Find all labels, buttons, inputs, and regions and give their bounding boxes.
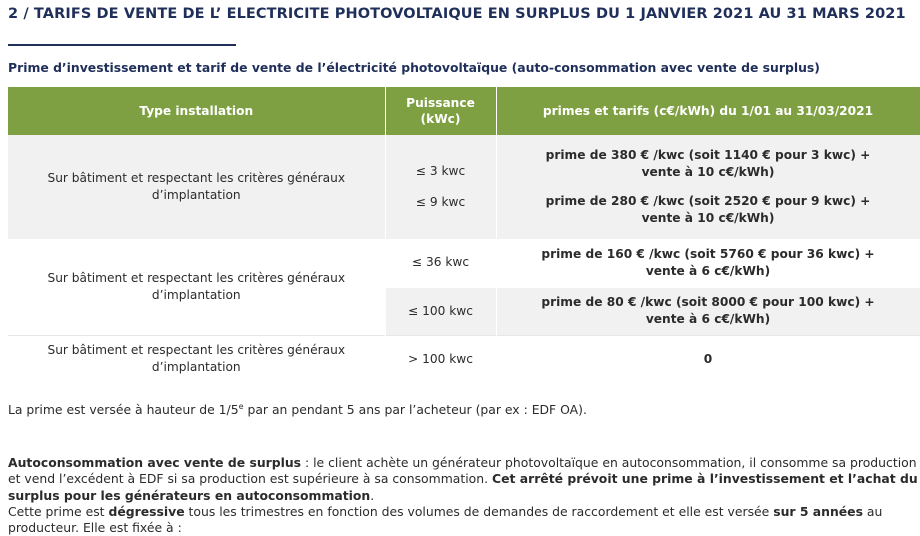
paragraph-line-2 [8,504,920,536]
para-text-1: : le client achète un générateur photovoltaïque en autoconsommation, il consomme sa production et vend l’excédent à EDF si sa production est supérieure à sa consommation. [8,455,917,487]
row1-tariff-a-line1: prime de 380 € /kwc (soit 1140 € pour 3 kwc) + [545,148,871,162]
section-title: 2 / TARIFS DE VENTE DE L’ ELECTRICITE PHOTOVOLTAIQUE EN SURPLUS DU 1 JANVIER 2021 AU 31 MARS 2021 [8,6,906,22]
row2-tariff-b-line2: vente à 6 c€/kWh) [645,312,771,326]
row2-power-a: ≤ 36 kwc [385,239,496,287]
para-bold-autoconsommation: Autoconsommation avec vente de surplus [8,455,302,470]
header-puissance-line1: Puissance [406,96,475,110]
row2-tariff-a-line2: vente à 6 c€/kWh) [645,263,771,278]
row1-tariff-b-line1: prime de 280 € /kwc (soit 2520 € pour 9 kwc) + [545,194,871,208]
note-superscript: e [238,402,244,411]
row1-tariff-a-line2: vente à 10 c€/kWh) [641,165,775,179]
header-puissance-line2: (kWc) [420,112,461,126]
para-text-4: tous les trimestres en fonction des volumes de demandes de raccordement et elle est versée [184,503,774,519]
row2-tariff-a-line1: prime de 160 € /kwc (soit 5760 € pour 36 kwc) + [541,246,875,261]
note-text-after: par an pendant 5 ans par l’acheteur (par ex : EDF OA). [243,402,587,418]
para-text-2: . [370,487,375,503]
row3-type: Sur bâtiment et respectant les critères généraux d’implantation [8,335,385,383]
row3-tariff: 0 [496,335,920,383]
table-row [8,335,920,383]
tariff-table [8,87,920,383]
row1-tariff [496,135,920,239]
para-bold-5-annees: sur 5 années [773,503,863,519]
header-type-installation: Type installation [8,87,385,135]
para-bold-degressive: dégressive [108,503,185,519]
note-text-before: La prime est versée à hauteur de 1/5 [8,402,239,418]
title-underline [8,44,236,46]
row3-power: > 100 kwc [385,335,496,383]
para-text-3: Cette prime est [8,503,109,519]
para-bold-arrete: Cet arrêté prévoit une prime à l’investissement et l’achat du surplus pour les générateurs en autoconsommation [8,471,918,503]
paragraph-line-1 [8,455,920,504]
autoconsommation-paragraph [8,455,920,536]
row2-tariff-b-line1: prime de 80 € /kwc (soit 8000 € pour 100 kwc) + [541,295,875,309]
table-row [8,239,920,287]
row1-tariff-b [503,193,914,227]
row2-power-b: ≤ 100 kwc [385,287,496,335]
row1-power [385,135,496,239]
table-caption: Prime d’investissement et tarif de vente de l’électricité photovoltaïque (auto-consommation avec vente de surplus) [8,60,820,75]
header-puissance [385,87,496,135]
payment-note [8,402,918,417]
header-primes-tarifs: primes et tarifs (c€/kWh) du 1/01 au 31/03/2021 [496,87,920,135]
row2-type: Sur bâtiment et respectant les critères généraux d’implantation [8,239,385,335]
row1-power-a: ≤ 3 kwc [415,164,466,178]
table-header-row [8,87,920,135]
row2-tariff-a [496,239,920,287]
para-text-5: au producteur. Elle est fixée à : [8,503,883,536]
row1-type: Sur bâtiment et respectant les critères généraux d’implantation [8,135,385,239]
row2-tariff-b [496,287,920,335]
row1-power-b: ≤ 9 kwc [415,195,466,209]
table-row [8,135,920,239]
row1-tariff-b-line2: vente à 10 c€/kWh) [641,211,775,225]
row1-tariff-a [503,147,914,181]
